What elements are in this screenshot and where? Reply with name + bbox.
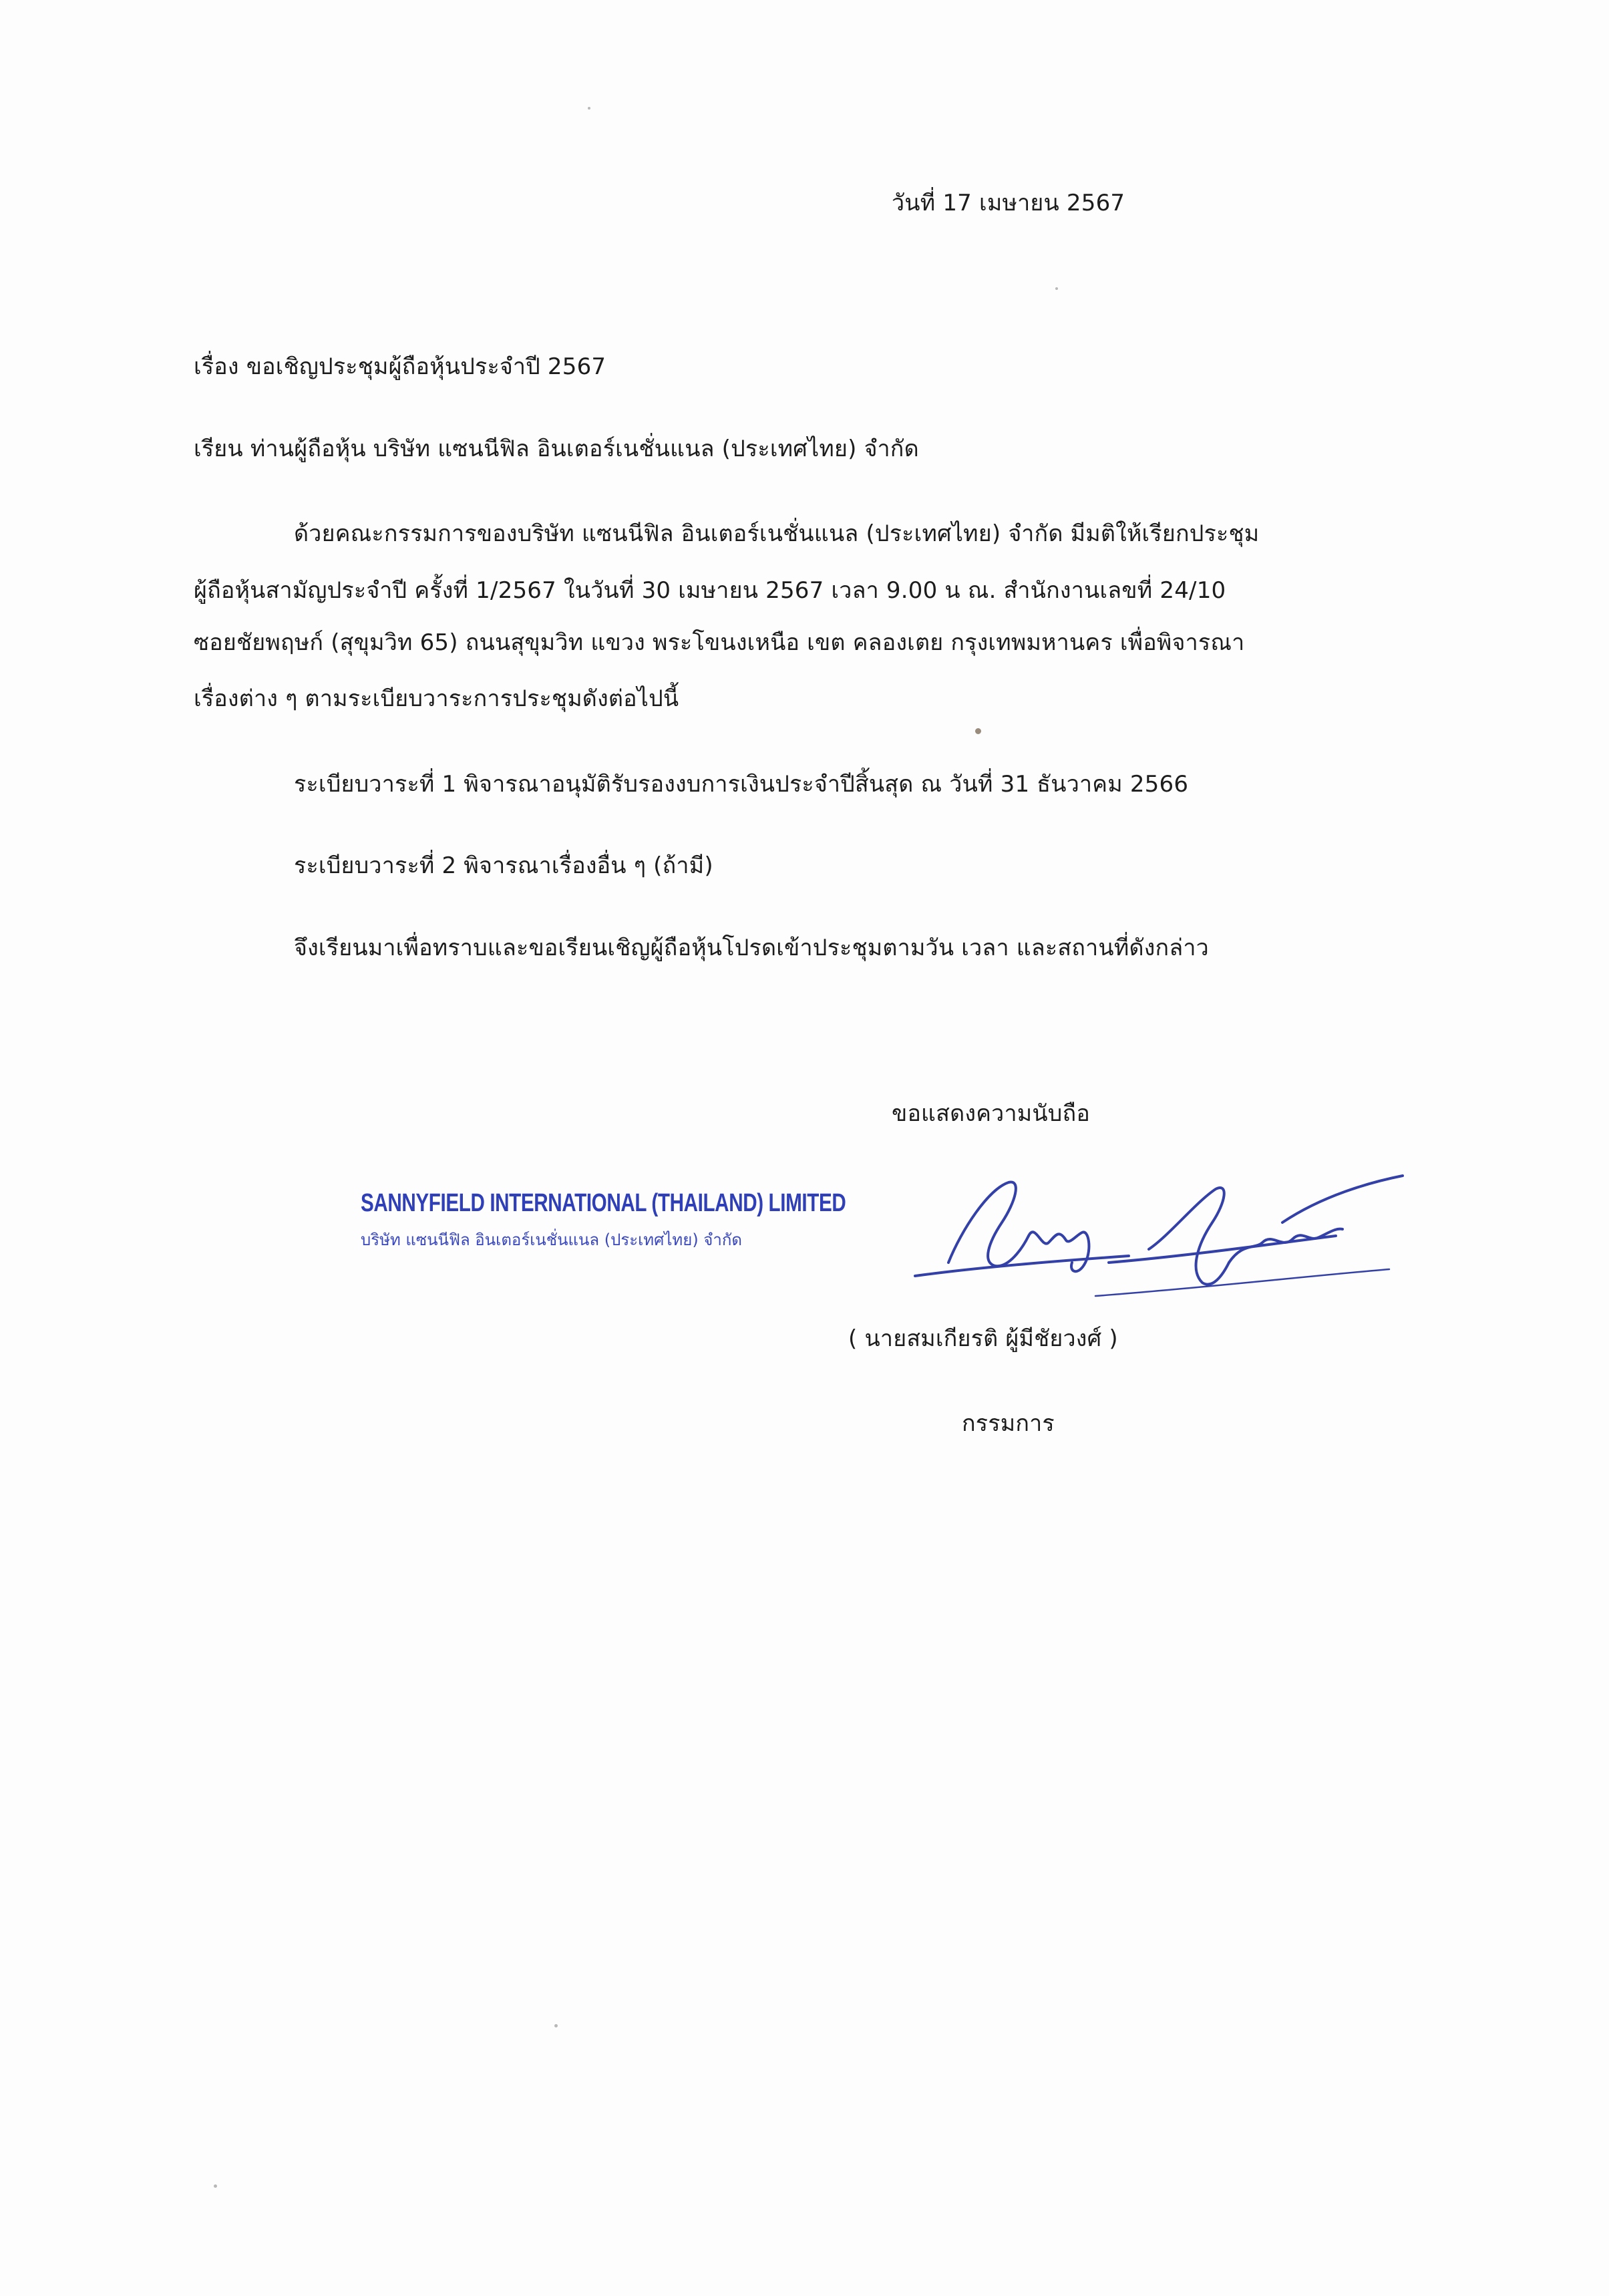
company-stamp-english: SANNYFIELD INTERNATIONAL (THAILAND) LIMITED xyxy=(361,1189,846,1217)
body-line: ด้วยคณะกรรมการของบริษัท แซนนีฟิล อินเตอร์เนชั่นแนล (ประเทศไทย) จำกัด มีมติให้เรียกประชุม xyxy=(294,520,1260,547)
regards-text: ขอแสดงความนับถือ xyxy=(892,1100,1090,1127)
closing-paragraph: จึงเรียนมาเพื่อทราบและขอเรียนเชิญผู้ถือหุ้นโปรดเข้าประชุมตามวัน เวลา และสถานที่ดังกล่าว xyxy=(294,935,1209,961)
body-line: ซอยชัยพฤษก์ (สุขุมวิท 65) ถนนสุขุมวิท แขวง พระโขนงเหนือ เขต คลองเตย กรุงเทพมหานคร เพื่อพิจารณา xyxy=(194,629,1245,656)
scan-speck xyxy=(214,2184,217,2188)
scan-speck xyxy=(975,728,981,734)
letter-date: วันที่ 17 เมษายน 2567 xyxy=(892,190,1125,216)
agenda-item: ระเบียบวาระที่ 2 พิจารณาเรื่องอื่น ๆ (ถ้ามี) xyxy=(294,852,713,879)
scan-speck xyxy=(554,2024,558,2027)
signer-title: กรรมการ xyxy=(962,1410,1055,1437)
body-line: เรื่องต่าง ๆ ตามระเบียบวาระการประชุมดังต่อไปนี้ xyxy=(194,685,679,712)
company-stamp xyxy=(361,1189,846,1263)
letter-subject: เรื่อง ขอเชิญประชุมผู้ถือหุ้นประจำปี 2567 xyxy=(194,353,606,380)
scan-speck xyxy=(1055,287,1058,290)
letter-recipient: เรียน ท่านผู้ถือหุ้น บริษัท แซนนีฟิล อินเตอร์เนชั่นแนล (ประเทศไทย) จำกัด xyxy=(194,436,919,462)
body-line: ผู้ถือหุ้นสามัญประจำปี ครั้งที่ 1/2567 ในวันที่ 30 เมษายน 2567 เวลา 9.00 น ณ. สำนักงานเลขที่ 24/10 xyxy=(194,577,1226,604)
signer-name: ( นายสมเกียรติ ผู้มีชัยวงศ์ ) xyxy=(848,1325,1118,1352)
company-stamp-thai: บริษัท แซนนีฟิล อินเตอร์เนชั่นแนล (ประเทศไทย) จำกัด xyxy=(361,1231,742,1249)
handwritten-signature xyxy=(908,1149,1416,1323)
agenda-item: ระเบียบวาระที่ 1 พิจารณาอนุมัติรับรองงบการเงินประจำปีสิ้นสุด ณ วันที่ 31 ธันวาคม 2566 xyxy=(294,771,1189,798)
scan-speck xyxy=(588,107,590,110)
